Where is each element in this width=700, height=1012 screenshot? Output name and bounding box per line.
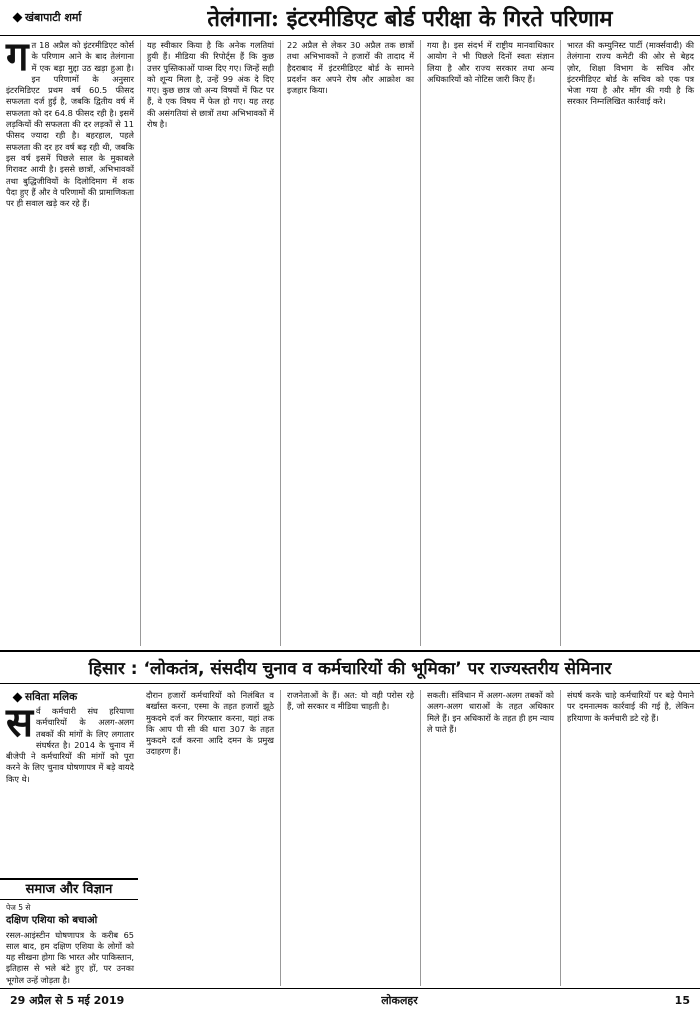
story1-column-2	[140, 40, 280, 646]
dropcap: स	[6, 706, 34, 746]
story1-col4-text: गया है। इस संदर्भ में राष्ट्रीय मानवाधिकार आयोग ने भी पिछले दिनों स्वतः संज्ञान लिया है और राज्य सरकार तथा अन्य अधिकारियों को नोटिस जारी किए हैं।	[427, 40, 554, 84]
story1-byline	[0, 10, 120, 25]
section-title: समाज और विज्ञान	[0, 878, 138, 900]
story1-column-3	[280, 40, 420, 646]
story2-col2-text: दौरान हजारों कर्मचारियों को निलंबित व बर्खास्त करना, एस्मा के तहत हजारों झूठे मुकदमे दर्ज कर गिरफ्तार करना, यहां तक कि आप पी सी की धारा 307 के तहत मुकदमे दर्ज करना आदि दमन के प्रमुख उदाहरण हैं।	[146, 690, 274, 757]
section-divider	[0, 650, 700, 652]
story1-column-5	[560, 40, 700, 646]
story1-col3-text: 22 अप्रैल से लेकर 30 अप्रैल तक छात्रों तथा अभिभावकों ने हजारों की तादाद में हैदराबाद में इंटरमीडिएट बोर्ड के सामने प्रदर्शन कर अपने रोष और आक्रोश का इजहार किया।	[287, 40, 414, 96]
section-col1-text: रसल-आइंस्टीन घोषणापत्र के करीब 65 साल बाद, हम दक्षिण एशिया के लोगों को यह सीखना होगा कि भारत और पाकिस्तान, इतिहास से भले बंटे हुए हों, पर उनका भूगोल उन्हें जोड़ता है।	[6, 929, 134, 985]
story2-byline-text: सविता मलिक	[25, 691, 78, 703]
story2-col3-text: राजनेताओं के हैं। अत: यो वही परोस रहे हैं, जो सरकार व मीडिया चाहती है।	[287, 690, 414, 712]
story2-columns-right	[140, 690, 700, 986]
section-columns	[0, 902, 140, 986]
story1-col5-text: भारत की कम्युनिस्ट पार्टी (मार्क्सवादी) की तेलंगाना राज्य कमेटी की ओर से बेहद ज़ोर, शिक्षा विभाग के सचिव और इंटरमीडिएट बोर्ड के सचिव को एक पत्र भेजा गया है और माँग की गयी है कि सरकार निम्नलिखित कार्रवाई करे।	[567, 40, 694, 107]
diamond-icon	[13, 13, 23, 23]
story2-headline: हिसार : ‘लोकतंत्र, संसदीय चुनाव व कर्मचारियों की भूमिका’ पर राज्यस्तरीय सेमिनार	[0, 654, 700, 684]
section-subtitle: दक्षिण एशिया को बचाओ	[6, 915, 98, 927]
story1-col2-text: यह स्वीकार किया है कि अनेक गलतियां हुयी हैं। मीडिया की रिपोर्ट्स हैं कि कुछ उत्तर पुस्तिकाओं पाव्स दिए गए। जिन्हें सही को शून्य मिला है, उन्हें 99 अंक दे दिए गए। कुछ छात्र जो अन्य विषयों में फिट पर हैं, वे एक विषय में फेल हो गए। यह तरह की असंगतियां से छात्रों तथा अभिभावकों में रोष है।	[147, 40, 274, 130]
story2-column-5	[560, 690, 700, 986]
story2-column-4	[420, 690, 560, 986]
continued-from-tag: पेज 5 से	[6, 903, 31, 912]
footer-date: 29 अप्रैल से 5 मई 2019	[10, 994, 125, 1007]
story2-column-2	[140, 690, 280, 986]
footer-page-number: 15	[674, 994, 690, 1007]
story2-byline	[0, 690, 112, 704]
story1-col1-text: त 18 अप्रैल को इंटरमीडिएट कोर्स के परिणाम आने के बाद तेलंगाना में एक बड़ा मुद्दा उठ खड़ा हुआ है। इन परिणामों के अनुसार इंटरमिडिएट प्रथम वर्ष 60.5 फीसद सफलता दर्ज हुई है, जबकि द्वितीय वर्ष में सफलता को दर 64.8 फीसद रही है। इसमें लड़कियों की सफलता की दर लड़कों से 11 फीसद ज्यादा रही है। बहरहाल, पहले सफलता की दर हर वर्ष बढ़ रही थी, जबकि इस वर्ष इसमें पिछले साल के मुकाबले गिरावट आयी है। इससे छात्रों, अभिभावकों तथा बुद्धिजीवियों के दिलोदिमाग में शक पैदा हुए हैं और वे परिणामों की प्रामाणिकता पर ही सवाल खड़े कर रहे हैं।	[6, 40, 134, 209]
dropcap: ग	[6, 40, 29, 80]
story2-column-3	[280, 690, 420, 986]
story2-col5-text: संघर्ष करके चाहे कर्मचारियों पर बड़े पैमाने पर दमनात्मक कार्रवाई की गई है, लेकिन हरियाणा के कर्मचारी डटे रहे हैं।	[567, 690, 694, 723]
story2-col4-text: सकती। संविधान में अलग-अलग तबकों को अलग-अलग धाराओं के तहत अधिकार मिले हैं। इन अधिकारों के तहत ही हम न्याय ले पाते हैं।	[427, 690, 554, 734]
story1-columns	[0, 40, 700, 646]
page-footer	[0, 988, 700, 1012]
story1-column-1	[0, 40, 140, 646]
story2-columns-left	[0, 706, 140, 876]
story2-col1-text: र्व कर्मचारी संघ हरियाणा कर्मचारियों के अलग-अलग तबकों की मांगों के लिए लगातार संघर्षरत है। 2014 के चुनाव में बीजेपी ने कर्मचारियों की मांगों को पूरा करने के लिए चुनाव घोषणापत्र में बड़े वायदे किए थे।	[6, 706, 134, 784]
diamond-icon	[13, 692, 23, 702]
section-column-1	[0, 902, 140, 986]
story1-byline-text: खंबापाटी शर्मा	[25, 11, 82, 24]
footer-publication: लोकलहर	[381, 994, 418, 1007]
story1-header	[0, 0, 700, 36]
story1-column-4	[420, 40, 560, 646]
story2-column-1	[0, 706, 140, 876]
story1-headline: तेलंगाना: इंटरमीडिएट बोर्ड परीक्षा के गिरते परिणाम	[207, 5, 613, 32]
